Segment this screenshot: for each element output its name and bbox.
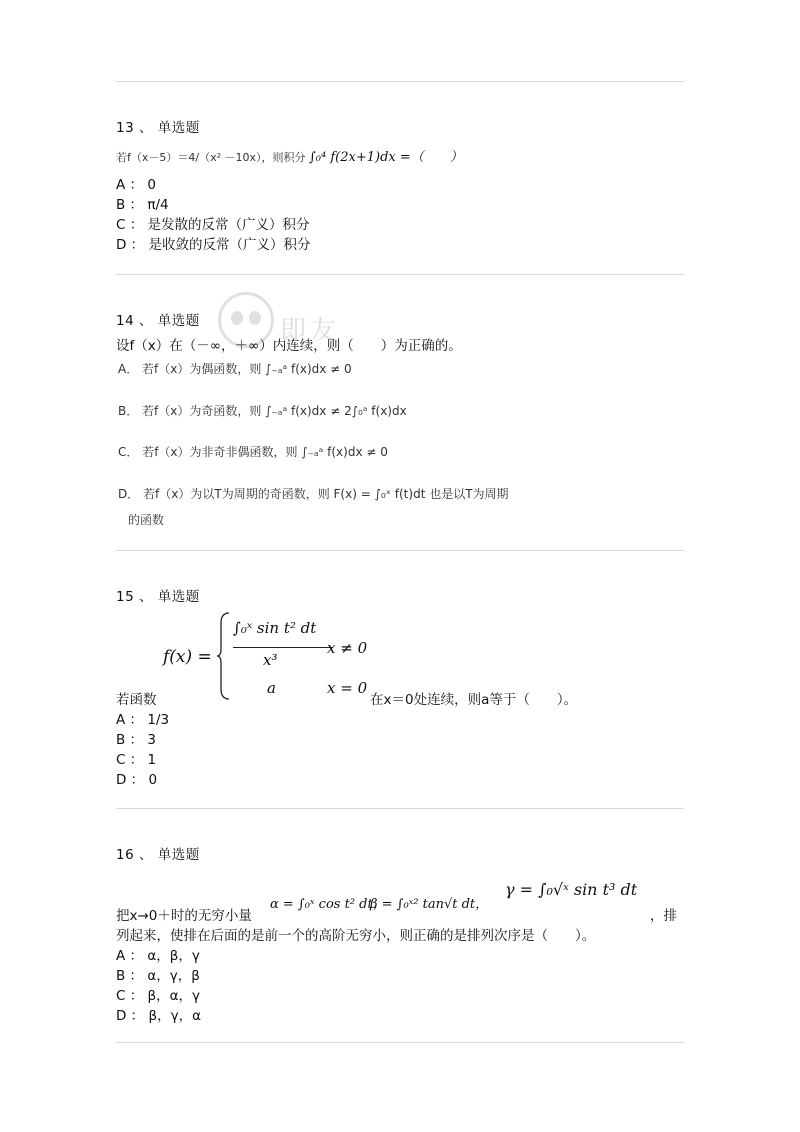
q14-option-d-cont: 的函数 <box>128 513 165 527</box>
q16-option-c[interactable]: C ： β，α，γ <box>116 988 201 1004</box>
q15-option-c[interactable]: C ： 1 <box>116 752 157 768</box>
question-14-header: 14 、 单选题 <box>116 313 200 329</box>
divider-14-15 <box>116 550 684 551</box>
piecewise-case2-val: a <box>267 679 276 697</box>
piecewise-case1-cond: x ≠ 0 <box>327 639 368 657</box>
divider-bottom <box>116 1042 684 1043</box>
piecewise-lhs: f(x) = <box>163 647 212 667</box>
question-13-header: 13 、 单选题 <box>116 120 200 136</box>
q16-option-b[interactable]: B ： α，γ，β <box>116 968 200 984</box>
question-16-header: 16 、 单选题 <box>116 847 200 863</box>
watermark-text: 即友 <box>280 316 341 346</box>
question-15-header: 15 、 单选题 <box>116 589 200 605</box>
divider-15-16 <box>116 808 684 809</box>
question-15-stem-prefix: 若函数 <box>116 692 157 708</box>
question-14-stem: 设f（x）在（－∞，＋∞）内连续，则（ ）为正确的。 <box>116 338 462 354</box>
divider-13-14 <box>116 274 684 275</box>
q16-option-a[interactable]: A ： α，β，γ <box>116 948 200 964</box>
divider-top <box>116 81 684 82</box>
q13-option-c[interactable]: C ： 是发散的反常（广义）积分 <box>116 217 310 233</box>
q14-option-a[interactable]: A． 若f（x）为偶函数，则 ∫₋ₐᵃ f(x)dx ≠ 0 <box>118 362 352 376</box>
q16-option-d[interactable]: D ： β，γ，α <box>116 1008 201 1024</box>
question-13-integral: ∫₀⁴ f(2x+1)dx =（ ） <box>309 150 463 165</box>
question-16-stem-prefix: 把x→0＋时的无穷小量 <box>116 908 252 924</box>
q13-option-a[interactable]: A ： 0 <box>116 177 156 193</box>
fraction-bar <box>233 647 333 648</box>
question-16-stem-suffix: ，排 <box>650 908 677 924</box>
q15-option-a[interactable]: A ： 1/3 <box>116 712 170 728</box>
piecewise-denominator: x³ <box>263 651 278 669</box>
q14-option-d[interactable]: D． 若f（x）为以T为周期的奇函数，则 F(x) = ∫₀ˣ f(t)dt 也是以T为周期 <box>118 487 509 501</box>
alpha-definition: α = ∫₀ˣ cos t² dt， <box>270 897 386 912</box>
left-brace <box>217 611 231 701</box>
gamma-definition: γ = ∫₀√ˣ sin t³ dt <box>505 880 638 899</box>
piecewise-formula <box>163 611 368 703</box>
piecewise-case2-cond: x = 0 <box>327 679 368 697</box>
q15-option-b[interactable]: B ： 3 <box>116 732 156 748</box>
q14-option-b[interactable]: B． 若f（x）为奇函数，则 ∫₋ₐᵃ f(x)dx ≠ 2∫₀ᵃ f(x)dx <box>118 404 407 418</box>
q14-option-c[interactable]: C． 若f（x）为非奇非偶函数，则 ∫₋ₐᵃ f(x)dx ≠ 0 <box>118 445 388 459</box>
beta-definition: β = ∫₀ˣ² tan√t dt， <box>370 897 489 912</box>
question-15-stem-suffix: 在x＝0处连续，则a等于（ ）。 <box>370 692 578 708</box>
q15-option-d[interactable]: D ： 0 <box>116 772 158 788</box>
q13-option-d[interactable]: D ： 是收敛的反常（广义）积分 <box>116 237 311 253</box>
q13-option-b[interactable]: B ： π/4 <box>116 197 169 213</box>
question-13-stem: 若f（x－5）＝4/（x² －10x），则积分 ∫₀⁴ f(2x+1)dx =（ ） <box>116 150 463 165</box>
question-16-stem-line2: 列起来，使排在后面的是前一个的高阶无穷小，则正确的是排列次序是（ ）。 <box>116 928 596 944</box>
piecewise-numerator: ∫₀ˣ sin t² dt <box>233 619 317 637</box>
